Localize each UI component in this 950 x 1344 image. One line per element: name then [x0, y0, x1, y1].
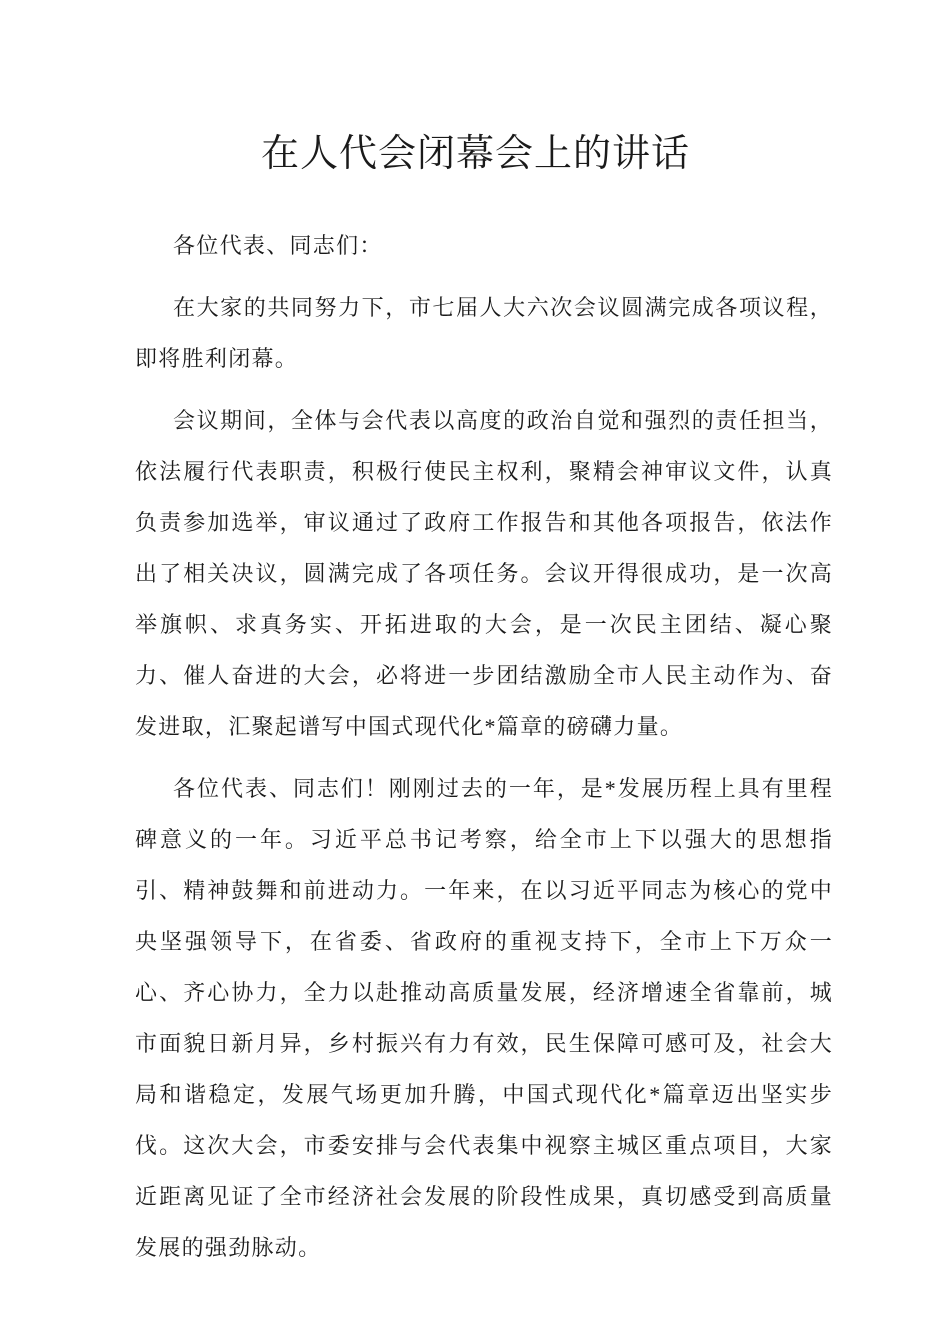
- document-title: 在人代会闭幕会上的讲话: [260, 133, 690, 175]
- paragraph-year-review: 各位代表、同志们！刚刚过去的一年，是*发展历程上具有里程碑意义的一年。习近平总书记考察，给全市上下以强大的思想指引、精神鼓舞和前进动力。一年来，在以习近平同志为核心的党中央坚强领导下，在省委、省政府的重视支持下，全市上下万众一心、齐心协力，全力以赴推动高质量发展，经济增速全省靠前，城市面貌日新月异，乡村振兴有力有效，民生保障可感可及，社会大局和谐稳定，发展气场更加升腾，中国式现代化*篇章迈出坚实步伐。这次大会，市委安排与会代表集中视察主城区重点项目，大家近距离见证了全市经济社会发展的阶段性成果，真切感受到高质量发展的强劲脉动。: [135, 776, 833, 1260]
- paragraph-salutation: 各位代表、同志们：: [173, 233, 383, 258]
- paragraph-opening: 在大家的共同努力下，市七届人大六次会议圆满完成各项议程，即将胜利闭幕。: [135, 295, 833, 371]
- paragraph-meeting-summary: 会议期间，全体与会代表以高度的政治自觉和强烈的责任担当，依法履行代表职责，积极行使民主权利，聚精会神审议文件，认真负责参加选举，审议通过了政府工作报告和其他各项报告，依法作出了相关决议，圆满完成了各项任务。会议开得很成功，是一次高举旗帜、求真务实、开拓进取的大会，是一次民主团结、凝心聚力、催人奋进的大会，必将进一步团结激励全市人民主动作为、奋发进取，汇聚起谱写中国式现代化*篇章的磅礴力量。: [135, 408, 833, 739]
- document-body: [135, 220, 833, 1273]
